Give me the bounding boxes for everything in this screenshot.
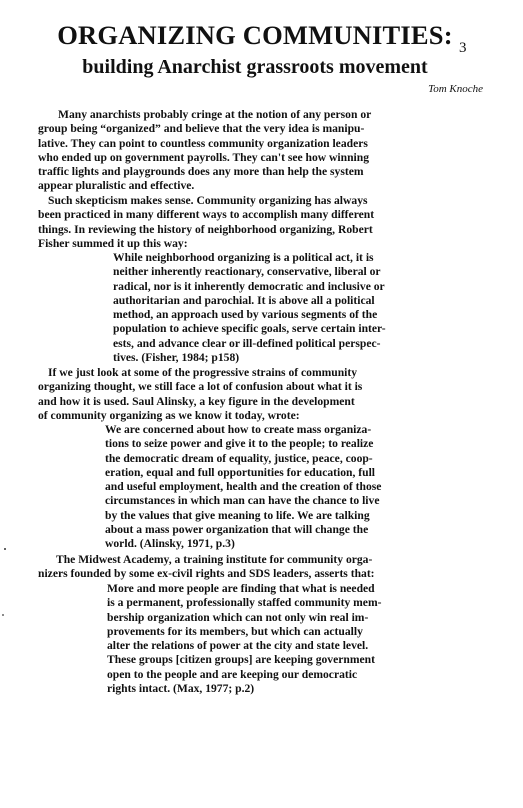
quote-line: population to achieve specific goals, serve certain inter- bbox=[113, 322, 386, 336]
text-line: of community organizing as we know it today, wrote: bbox=[38, 408, 300, 422]
page-subtitle: building Anarchist grassroots movement bbox=[82, 56, 428, 78]
quote-line: eration, equal and full opportunities for education, full bbox=[105, 465, 376, 479]
quote-line: world. (Alinsky, 1971, p.3) bbox=[105, 537, 235, 551]
blockquote-midwest-academy bbox=[107, 582, 457, 696]
quote-line: by the values that give meaning to life. We are talking bbox=[105, 508, 370, 522]
quote-line: bership organization which can not only win real im- bbox=[107, 610, 369, 624]
text-line: who ended up on government payrolls. They can't see how winning bbox=[38, 150, 370, 164]
paragraph-4 bbox=[38, 553, 498, 582]
text-line: appear pluralistic and effective. bbox=[38, 179, 195, 193]
quote-line: While neighborhood organizing is a political act, it is bbox=[113, 251, 374, 264]
quote-line: More and more people are finding that what is needed bbox=[107, 582, 375, 595]
text-line: lative. They can point to countless community organization leaders bbox=[38, 136, 368, 150]
quote-line: method, an approach used by various segments of the bbox=[113, 308, 378, 322]
quote-line: radical, nor is it inherently democratic and inclusive or bbox=[113, 279, 385, 293]
quote-line: tions to seize power and give it to the people; to realize bbox=[105, 437, 374, 451]
quote-line: about a mass power organization that will change the bbox=[105, 523, 369, 537]
paragraph-3 bbox=[38, 366, 490, 423]
page-title: ORGANIZING COMMUNITIES: bbox=[57, 20, 453, 50]
quote-line: authoritarian and parochial. It is above all a political bbox=[113, 293, 375, 307]
scan-speck bbox=[4, 548, 6, 550]
paragraph-2 bbox=[38, 194, 490, 251]
text-line: Such skepticism makes sense. Community organizing has always bbox=[48, 194, 368, 207]
text-line: been practiced in many different ways to accomplish many different bbox=[38, 208, 375, 222]
quote-line: the democratic dream of equality, justice, peace, coop- bbox=[105, 451, 373, 465]
text-line: The Midwest Academy, a training institute for community orga- bbox=[56, 553, 373, 566]
quote-line: ests, and advance clear or ill-defined political perspec- bbox=[113, 336, 381, 350]
author-byline: Tom Knoche bbox=[428, 83, 483, 95]
text-line: traffic lights and playgrounds does any more than help the system bbox=[38, 165, 364, 179]
quote-line: provements for its members, but which can actually bbox=[107, 624, 363, 638]
page-number: 3 bbox=[459, 40, 467, 56]
blockquote-fisher bbox=[113, 251, 453, 365]
text-line: and how it is used. Saul Alinsky, a key figure in the development bbox=[38, 394, 355, 408]
blockquote-alinsky bbox=[105, 423, 455, 552]
quote-line: circumstances in which man can have the chance to live bbox=[105, 494, 380, 508]
quote-line: tives. (Fisher, 1984; p158) bbox=[113, 351, 240, 365]
text-line: organizing thought, we still face a lot of confusion about what it is bbox=[38, 380, 363, 394]
quote-line: open to the people and are keeping our democratic bbox=[107, 667, 358, 681]
quote-line: alter the relations of power at the city and state level. bbox=[107, 639, 369, 653]
paragraph-1 bbox=[38, 108, 490, 194]
text-line: group being “organized” and believe that the very idea is manipu- bbox=[38, 122, 365, 136]
scan-speck bbox=[2, 614, 4, 616]
quote-line: rights intact. (Max, 1977; p.2) bbox=[107, 682, 255, 696]
text-line: things. In reviewing the history of neighborhood organizing, Robert bbox=[38, 222, 373, 236]
quote-line: and useful employment, health and the creation of those bbox=[105, 480, 382, 494]
quote-line: These groups [citizen groups] are keeping government bbox=[107, 653, 375, 667]
quote-line: is a permanent, professionally staffed community mem- bbox=[107, 596, 382, 610]
quote-line: We are concerned about how to create mass organiza- bbox=[105, 423, 372, 436]
quote-line: neither inherently reactionary, conservative, liberal or bbox=[113, 265, 381, 279]
text-line: nizers founded by some ex-civil rights and SDS leaders, asserts that: bbox=[38, 567, 375, 581]
text-line: Fisher summed it up this way: bbox=[38, 236, 188, 250]
text-line: If we just look at some of the progressive strains of community bbox=[48, 366, 358, 379]
text-line: Many anarchists probably cringe at the notion of any person or bbox=[58, 108, 372, 121]
